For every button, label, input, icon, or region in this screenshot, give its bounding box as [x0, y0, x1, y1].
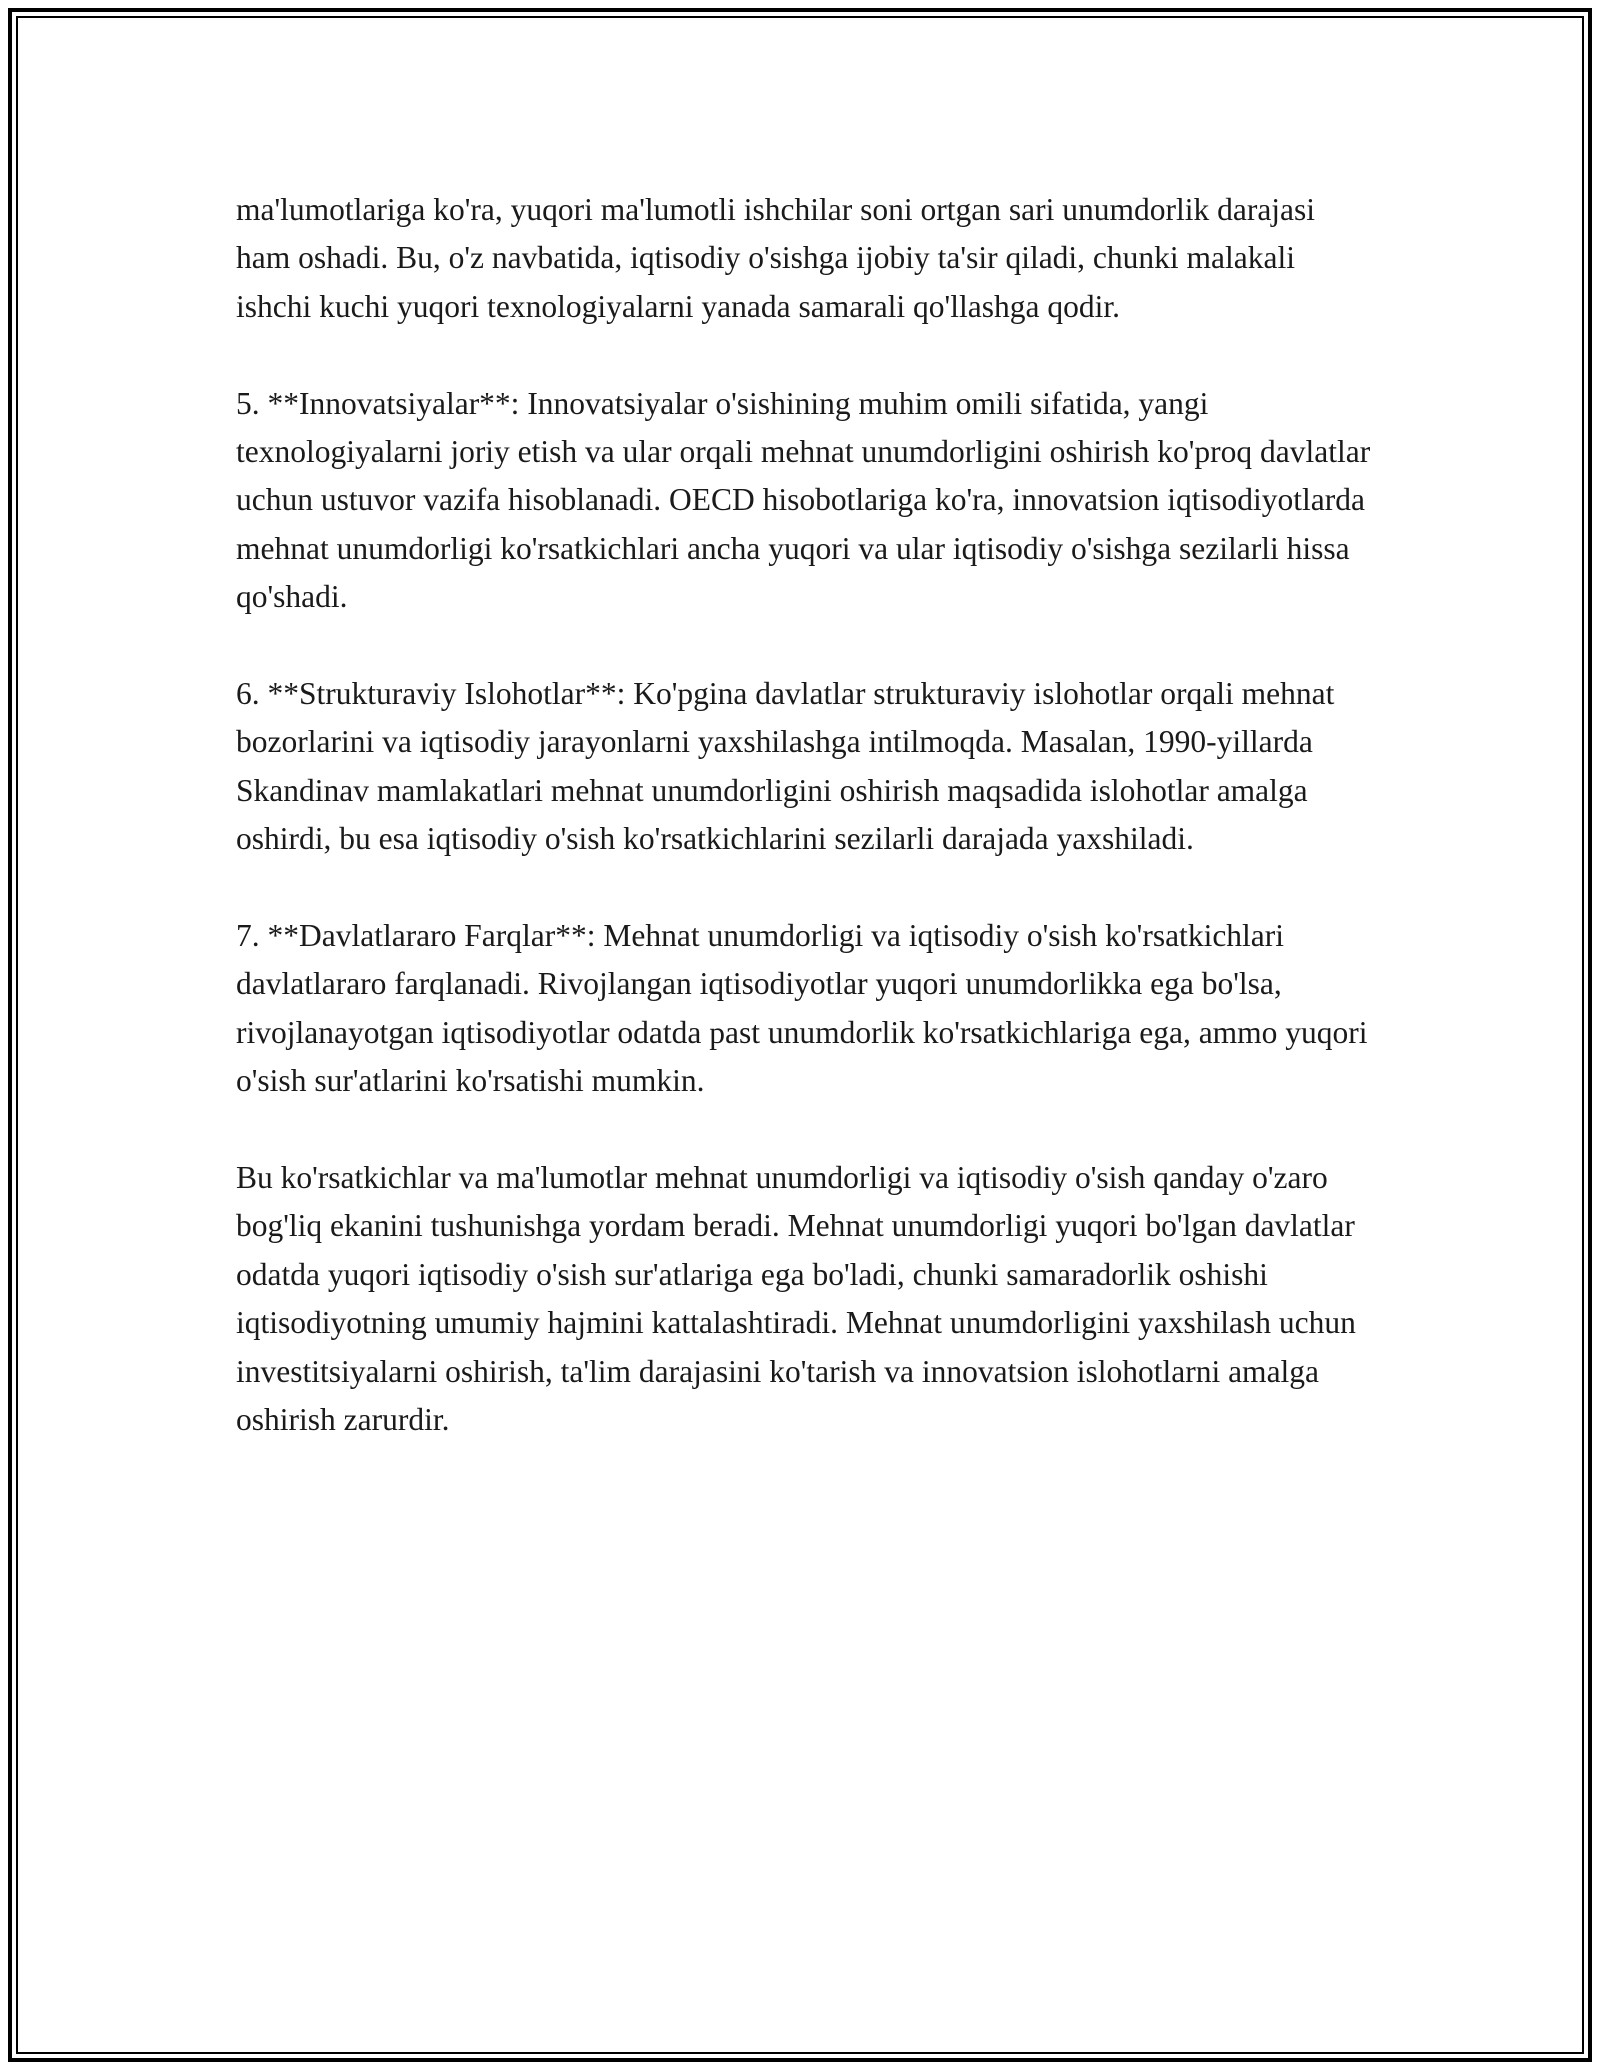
- paragraph-country-differences: 7. **Davlatlararo Farqlar**: Mehnat unumdorligi va iqtisodiy o'sish ko'rsatkichlari davlatlararo farqlanadi. Rivojlangan iqtisodiyotlar yuqori unumdorlikka ega bo'lsa, rivojlanayotgan iqtisodiyotlar odatda past unumdorlik ko'rsatkichlariga ega, ammo yuqori o'sish sur'atlarini ko'rsatishi mumkin.: [236, 918, 1368, 1099]
- paragraph-education-continuation: ma'lumotlariga ko'ra, yuqori ma'lumotli ishchilar soni ortgan sari unumdorlik darajasi ham oshadi. Bu, o'z navbatida, iqtisodiy o'sishga ijobiy ta'sir qiladi, chunki malakali ishchi kuchi yuqori texnologiyalarni yanada samarali qo'llashga qodir.: [236, 192, 1316, 324]
- paragraph-innovations: 5. **Innovatsiyalar**: Innovatsiyalar o'sishining muhim omili sifatida, yangi texnologiyalarni joriy etish va ular orqali mehnat unumdorligini oshirish ko'proq davlatlar uchun ustuvor vazifa hisoblanadi. OECD hisobotlariga ko'ra, innovatsion iqtisodiyotlarda mehnat unumdorligi ko'rsatkichlari ancha yuqori va ular iqtisodiy o'sishga sezilarli hissa qo'shadi.: [236, 385, 1371, 615]
- document-body: [236, 186, 1376, 1493]
- paragraph-structural-reforms: 6. **Strukturaviy Islohotlar**: Ko'pgina davlatlar strukturaviy islohotlar orqali mehnat bozorlarini va iqtisodiy jarayonlarni yaxshilashga intilmoqda. Masalan, 1990-yillarda Skandinav mamlakatlari mehnat unumdorligini oshirish maqsadida islohotlar amalga oshirdi, bu esa iqtisodiy o'sish ko'rsatkichlarini sezilarli darajada yaxshiladi.: [236, 676, 1335, 857]
- paragraph-conclusion: Bu ko'rsatkichlar va ma'lumotlar mehnat unumdorligi va iqtisodiy o'sish qanday o'zaro bog'liq ekanini tushunishga yordam beradi. Mehnat unumdorligi yuqori bo'lgan davlatlar odatda yuqori iqtisodiy o'sish sur'atlariga ega bo'ladi, chunki samaradorlik oshishi iqtisodiyotning umumiy hajmini kattalashtiradi. Mehnat unumdorligini yaxshilash uchun investitsiyalarni oshirish, ta'lim darajasini ko'tarish va innovatsion islohotlarni amalga oshirish zarurdir.: [236, 1160, 1356, 1438]
